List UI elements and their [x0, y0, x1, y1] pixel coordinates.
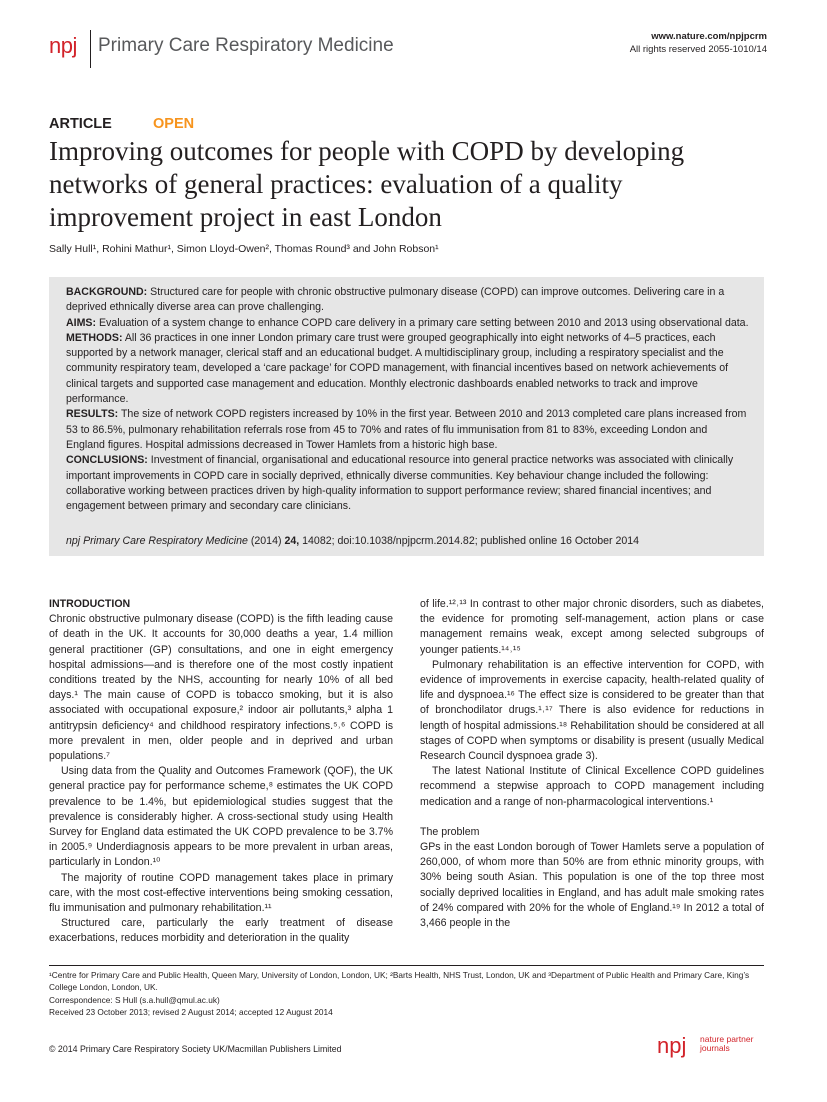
abstract-methods: [66, 331, 749, 407]
intro-paragraph-6: Pulmonary rehabilitation is an effective intervention for COPD, with evidence of improvements in exercise capacity, health-related quality of life and dyspnoea.¹⁶ The effect size is considered to be greater than that of bronchodilator drugs.¹˒¹⁷ There is also evidence for reductions in length of hospital admissions.¹⁸ Rehabilitation should be considered at all stages of COPD when symptoms or disability is present (usually Medical Research Council dyspnoea grade 3).: [420, 658, 764, 763]
abstract-results: [66, 407, 749, 453]
journal-name: Primary Care Respiratory Medicine: [98, 35, 394, 56]
results-text: The size of network COPD registers increased by 10% in the first year. Between 2010 and 2013 completed care plans increased from 53 to 86.5%, pulmonary rehabilitation referrals rose from 45 to 70% and rates of flu immunisation from 81 to 83%, exceeding London and England figures. Hospital admissions decreased in Tower Hamlets from a historic high base.: [66, 408, 747, 451]
correspondence: Correspondence: S Hull (s.a.hull@qmul.ac.uk): [49, 994, 220, 1005]
intro-paragraph-2: Using data from the Quality and Outcomes Framework (QOF), the UK general practice pay for performance scheme,⁸ estimates the UK COPD prevalence to be 1.4%, but epidemiological studies suggest that the prevalence is considerably higher. A cross-sectional study using Health Survey for England data estimated the UK COPD prevalence to be 3.7% in 2005.⁹ Underdiagnosis appears to be more prevalent in urban areas, particularly in London.¹⁰: [49, 765, 393, 869]
open-access-label: OPEN: [153, 116, 195, 132]
nature-partner-journals-text: [700, 1035, 753, 1053]
np-text-line-1: nature partner: [700, 1034, 754, 1044]
footnotes: [49, 969, 764, 1018]
citation-volume: 24,: [284, 535, 300, 547]
intro-paragraph-1: Chronic obstructive pulmonary disease (COPD) is the fifth leading cause of death in the UK. It accounts for 30,000 deaths a year, 1.4 million general practitioner (GP) consultations, and one in eight emergency hospital admissions—and is therefore one of the most costly inpatient conditions treated by the NHS, accounting for nearly 10% of all bed days.¹ The main cause of COPD is tobacco smoking, but it is also associated with occupational exposure,² indoor air pollutants,³ alpha 1 antitrypsin deficiency⁴ and childhood respiratory infections.⁵˒⁶ COPD is more prevalent in men, older people and in deprived and urban populations.⁷: [49, 613, 393, 763]
copyright: © 2014 Primary Care Respiratory Society UK/Macmillan Publishers Limited: [49, 1044, 342, 1054]
aims-label: AIMS:: [66, 316, 97, 329]
logo-divider: [90, 30, 91, 68]
npj-bottom-logo: npj: [657, 1033, 687, 1058]
affiliations: ¹Centre for Primary Care and Public Health, Queen Mary, University of London, London, UK; ²Barts Health, NHS Trust, London, UK and ³Department of Public Health and Primary Care, King’s College London, London, UK.: [49, 970, 750, 993]
column-left: [49, 597, 393, 947]
background-text: Structured care for people with chronic obstructive pulmonary disease (COPD) can improve outcomes. Delivering care in a deprived ethnically diverse area can prove challenging.: [66, 286, 725, 314]
citation-line: [66, 535, 639, 547]
column-right: [420, 597, 764, 931]
np-text-line-2: journals: [700, 1043, 730, 1053]
intro-paragraph-7: The latest National Institute of Clinical Excellence COPD guidelines recommend a stepwise approach to COPD management including medication and a range of non-pharmacological interventions.¹: [420, 765, 764, 808]
rights-notice: All rights reserved 2055-1010/14: [629, 44, 767, 55]
author-list: Sally Hull¹, Rohini Mathur¹, Simon Lloyd-Owen², Thomas Round³ and John Robson¹: [49, 243, 439, 255]
received-dates: Received 23 October 2013; revised 2 August 2014; accepted 12 August 2014: [49, 1006, 333, 1017]
conclusions-text: Investment of financial, organisational and educational resource into general practice networks was associated with clinically important improvements in COPD care in socially deprived, ethnically diverse communities. Key behaviour change included the following: collaborative working between practices driven by high-quality information to support performance review; shared financial incentives; and engagement between primary and secondary care clinicians.: [66, 454, 734, 513]
conclusions-label: CONCLUSIONS:: [66, 454, 148, 467]
problem-heading: The problem: [420, 825, 480, 838]
abstract-background: [66, 285, 749, 316]
citation-journal: npj Primary Care Respiratory Medicine: [66, 535, 248, 547]
footnote-divider: [49, 965, 764, 966]
abstract-aims: [66, 316, 749, 331]
results-label: RESULTS:: [66, 408, 119, 421]
abstract-box: [49, 277, 764, 556]
intro-paragraph-3: The majority of routine COPD management takes place in primary care, with the most cost-effective interventions being smoking cessation, flu immunisation and pulmonary rehabilitation.¹¹: [49, 871, 393, 915]
intro-paragraph-4: Structured care, particularly the early treatment of disease exacerbations, reduces morbidity and deterioration in the quality: [49, 917, 393, 945]
article-label: ARTICLE: [49, 116, 112, 132]
citation-year: (2014): [250, 535, 282, 547]
introduction-heading: INTRODUCTION: [49, 598, 131, 610]
intro-paragraph-5: of life.¹²˒¹³ In contrast to other major chronic disorders, such as diabetes, the evidence for promoting self-management, action plans or case management remains weak, except among selected subgroups of younger patients.¹⁴˒¹⁵: [420, 598, 764, 656]
methods-text: All 36 practices in one inner London primary care trust were grouped geographically into eight networks of 4–5 practices, each supported by a network manager, clerical staff and an educational budget. A multidisciplinary group, including a respiratory specialist and the community respiratory team, developed a ‘care package’ for COPD management, with financial incentives based on network achievements of clinical targets and supported case management and education. Monthly electronic dashboards enabled networks to track and improve performance.: [66, 331, 729, 406]
npj-logo: npj: [49, 33, 77, 58]
article-title: Improving outcomes for people with COPD by developing networks of general practices: evaluation of a quality improvement project in east London: [49, 136, 685, 232]
methods-label: METHODS:: [66, 331, 123, 344]
aims-text: Evaluation of a system change to enhance COPD care delivery in a primary care setting between 2010 and 2013 using observational data.: [98, 316, 749, 329]
abstract-conclusions: [66, 453, 749, 514]
citation-doi[interactable]: 14082; doi:10.1038/npjpcrm.2014.82; published online 16 October 2014: [302, 535, 640, 547]
problem-paragraph-1: GPs in the east London borough of Tower Hamlets serve a population of 260,000, of whom more than 50% are from ethnic minority groups, with 30% being south Asian. This population is one of the top three most socially deprived localities in England, and has adult male smoking rates of 24% compared with 20% for the whole of England.¹⁹ In 2012 a total of 3,466 people in the: [420, 841, 764, 930]
journal-url[interactable]: www.nature.com/npjpcrm: [651, 31, 767, 42]
background-label: BACKGROUND:: [66, 286, 148, 298]
